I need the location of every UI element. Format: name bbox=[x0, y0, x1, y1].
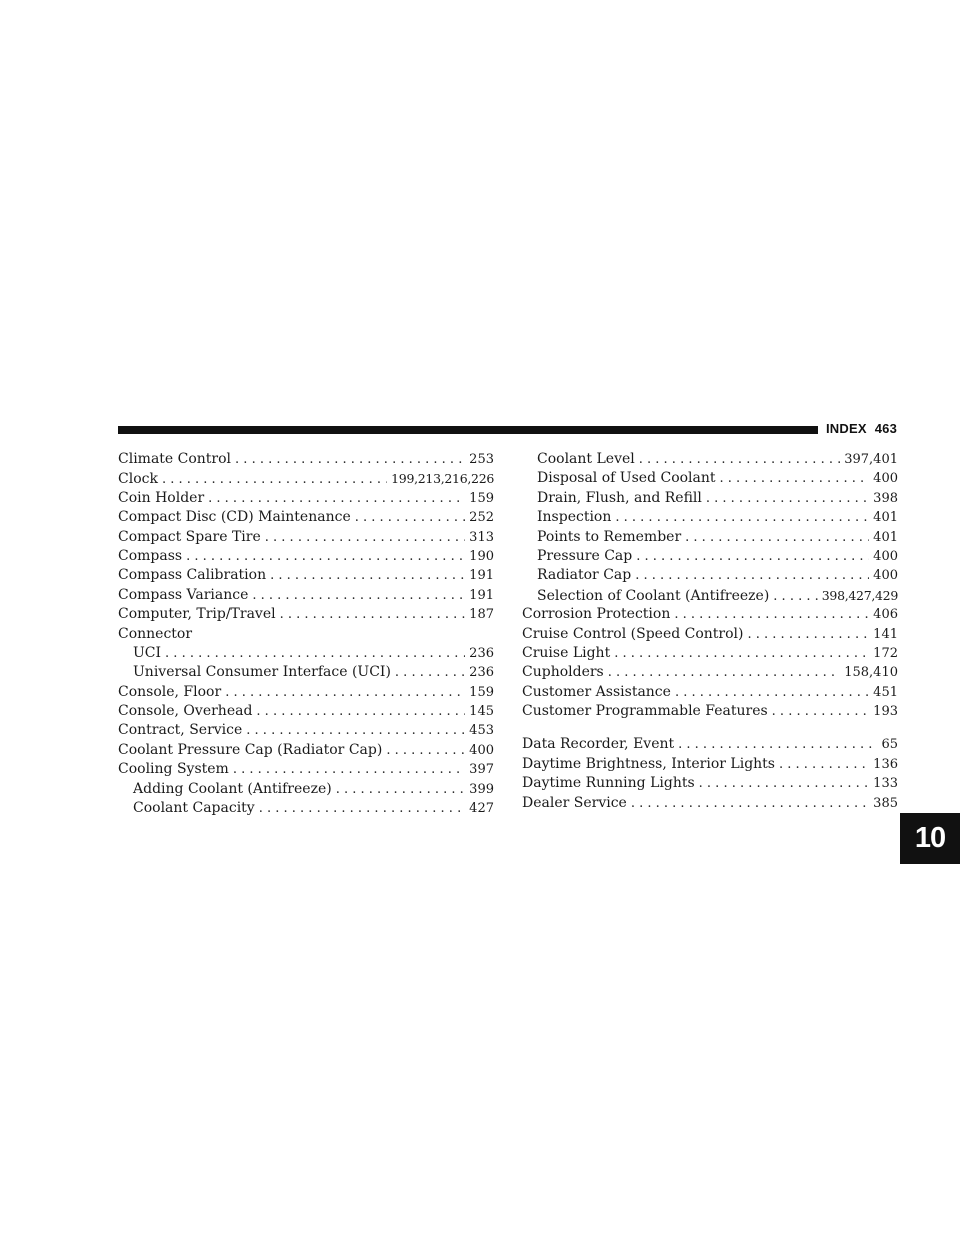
index-entry bbox=[522, 625, 898, 644]
dot-leader bbox=[615, 508, 869, 527]
index-column-left bbox=[118, 450, 494, 818]
entry-page-ref: 397 bbox=[469, 762, 494, 778]
dot-leader bbox=[706, 489, 869, 508]
dot-leader bbox=[748, 625, 870, 644]
entry-label: Disposal of Used Coolant bbox=[537, 470, 716, 487]
index-entry bbox=[118, 683, 494, 702]
dot-leader bbox=[386, 741, 465, 760]
entry-label: Daytime Brightness, Interior Lights bbox=[522, 755, 775, 772]
entry-page-ref: 398,427,429 bbox=[821, 587, 898, 603]
index-entry bbox=[118, 605, 494, 624]
entry-page-ref: 141 bbox=[873, 626, 898, 642]
dot-leader bbox=[270, 566, 465, 585]
entry-label: Compact Spare Tire bbox=[118, 528, 261, 545]
index-subentry bbox=[522, 450, 898, 469]
entry-page-ref: 187 bbox=[469, 607, 494, 623]
index-subentry bbox=[118, 799, 494, 818]
index-entry bbox=[118, 586, 494, 605]
index-entry bbox=[118, 450, 494, 469]
entry-page-ref: 158,410 bbox=[844, 665, 898, 681]
dot-leader bbox=[208, 489, 465, 508]
index-subentry bbox=[522, 586, 898, 605]
entry-label: Drain, Flush, and Refill bbox=[537, 489, 702, 506]
index-subentry bbox=[522, 528, 898, 547]
entry-label: Data Recorder, Event bbox=[522, 736, 675, 753]
entry-page-ref: 400 bbox=[873, 471, 898, 487]
dot-leader bbox=[614, 644, 869, 663]
entry-label: Adding Coolant (Antifreeze) bbox=[133, 780, 332, 797]
entry-page-ref: 252 bbox=[469, 510, 494, 526]
dot-leader bbox=[186, 547, 465, 566]
entry-page-ref: 399 bbox=[469, 781, 494, 797]
dot-leader bbox=[675, 683, 869, 702]
dot-leader bbox=[678, 735, 877, 754]
dot-leader bbox=[246, 721, 465, 740]
dot-leader bbox=[635, 566, 869, 585]
entry-label: Corrosion Protection bbox=[522, 606, 671, 623]
entry-label: Radiator Cap bbox=[537, 567, 632, 584]
entry-page-ref: 191 bbox=[469, 587, 494, 603]
entry-label: Coolant Capacity bbox=[133, 800, 255, 817]
index-entry bbox=[522, 605, 898, 624]
index-subentry bbox=[522, 566, 898, 585]
dot-leader bbox=[165, 644, 465, 663]
entry-label: Inspection bbox=[537, 509, 612, 526]
entry-page-ref: 400 bbox=[469, 742, 494, 758]
entry-page-ref: 136 bbox=[873, 756, 898, 772]
entry-page-ref: 406 bbox=[873, 607, 898, 623]
entry-label: Console, Overhead bbox=[118, 703, 253, 720]
entry-label: Cruise Control (Speed Control) bbox=[522, 625, 744, 642]
entry-page-ref: 400 bbox=[873, 548, 898, 564]
dot-leader bbox=[259, 799, 465, 818]
index-entry bbox=[118, 760, 494, 779]
dot-leader bbox=[699, 774, 870, 793]
dot-leader bbox=[608, 663, 840, 682]
entry-page-ref: 401 bbox=[873, 510, 898, 526]
entry-label: Customer Programmable Features bbox=[522, 703, 768, 720]
index-entry bbox=[118, 547, 494, 566]
entry-page-ref: 427 bbox=[469, 801, 494, 817]
entry-label: Coolant Pressure Cap (Radiator Cap) bbox=[118, 741, 383, 758]
entry-page-ref: 253 bbox=[469, 452, 494, 467]
entry-label: Computer, Trip/Travel bbox=[118, 606, 276, 623]
entry-label: Pressure Cap bbox=[537, 547, 633, 564]
page-number: 463 bbox=[874, 421, 898, 436]
entry-label: Universal Consumer Interface (UCI) bbox=[133, 664, 391, 681]
entry-label: Contract, Service bbox=[118, 722, 243, 739]
entry-page-ref: 453 bbox=[469, 723, 494, 739]
entry-page-ref: 191 bbox=[469, 568, 494, 584]
dot-leader bbox=[631, 794, 869, 813]
index-entry bbox=[118, 702, 494, 721]
dot-leader bbox=[265, 528, 465, 547]
entry-label: Compass Variance bbox=[118, 586, 249, 603]
entry-page-ref: 401 bbox=[873, 529, 898, 545]
dot-leader bbox=[685, 528, 869, 547]
index-entry bbox=[118, 566, 494, 585]
dot-leader bbox=[779, 755, 869, 774]
index-entry bbox=[118, 469, 494, 488]
entry-label: Connector bbox=[118, 625, 193, 642]
entry-page-ref: 385 bbox=[873, 795, 898, 811]
dot-leader bbox=[280, 605, 466, 624]
entry-page-ref: 190 bbox=[469, 548, 494, 564]
chapter-tab: 10 bbox=[900, 813, 960, 864]
entry-label: Clock bbox=[118, 471, 158, 488]
entry-page-ref: 313 bbox=[469, 529, 494, 545]
index-entry bbox=[522, 755, 898, 774]
entry-page-ref: 172 bbox=[873, 645, 898, 661]
entry-label: UCI bbox=[133, 644, 162, 661]
entry-label: Dealer Service bbox=[522, 794, 627, 811]
dot-leader bbox=[355, 508, 465, 527]
index-subentry bbox=[522, 469, 898, 488]
dot-leader bbox=[162, 470, 387, 489]
dot-leader bbox=[773, 587, 817, 606]
entry-label: Cupholders bbox=[522, 664, 604, 681]
index-entry bbox=[118, 528, 494, 547]
entry-page-ref: 451 bbox=[873, 684, 898, 700]
entry-label: Coolant Level bbox=[537, 451, 635, 467]
header-rule bbox=[118, 426, 818, 434]
entry-page-ref: 65 bbox=[881, 737, 898, 753]
index-entry bbox=[522, 774, 898, 793]
index-subentry bbox=[522, 508, 898, 527]
entry-page-ref: 397,401 bbox=[844, 452, 898, 467]
entry-label: Cruise Light bbox=[522, 644, 611, 661]
dot-leader bbox=[235, 450, 465, 469]
index-entry bbox=[522, 663, 898, 682]
entry-label: Coin Holder bbox=[118, 489, 205, 506]
entry-page-ref: 400 bbox=[873, 568, 898, 584]
entry-label: Compass Calibration bbox=[118, 567, 267, 584]
index-entry bbox=[522, 794, 898, 813]
dot-leader bbox=[225, 683, 465, 702]
dot-leader bbox=[336, 780, 465, 799]
index-entry bbox=[522, 702, 898, 721]
index-subentry bbox=[118, 780, 494, 799]
index-subentry bbox=[118, 663, 494, 682]
index-column-right bbox=[522, 450, 898, 813]
entry-page-ref: 398 bbox=[873, 490, 898, 506]
dot-leader bbox=[252, 586, 465, 605]
dot-leader bbox=[636, 547, 869, 566]
index-entry bbox=[118, 741, 494, 760]
entry-page-ref: 159 bbox=[469, 684, 494, 700]
index-entry bbox=[522, 644, 898, 663]
running-header bbox=[826, 421, 897, 436]
dot-leader bbox=[720, 469, 870, 488]
index-entry bbox=[118, 625, 494, 644]
index-subentry bbox=[522, 547, 898, 566]
index-entry bbox=[522, 683, 898, 702]
entry-label: Selection of Coolant (Antifreeze) bbox=[537, 587, 770, 604]
dot-leader bbox=[256, 702, 465, 721]
index-subentry bbox=[522, 489, 898, 508]
entry-page-ref: 236 bbox=[469, 645, 494, 661]
entry-label: Cooling System bbox=[118, 761, 229, 778]
dot-leader bbox=[395, 663, 465, 682]
dot-leader bbox=[772, 702, 870, 721]
entry-page-ref: 199,213,216,226 bbox=[391, 471, 494, 487]
dot-leader bbox=[233, 760, 465, 779]
index-entry bbox=[118, 489, 494, 508]
index-entry bbox=[522, 735, 898, 754]
entry-label: Console, Floor bbox=[118, 683, 222, 700]
entry-page-ref: 145 bbox=[469, 704, 494, 720]
entry-label: Customer Assistance bbox=[522, 683, 671, 700]
entry-page-ref: 193 bbox=[873, 704, 898, 720]
entry-label: Daytime Running Lights bbox=[522, 775, 695, 792]
entry-page-ref: 159 bbox=[469, 490, 494, 506]
entry-label: Climate Control bbox=[118, 451, 232, 467]
index-subentry bbox=[118, 644, 494, 663]
dot-leader bbox=[674, 605, 869, 624]
entry-page-ref: 133 bbox=[873, 776, 898, 792]
index-entry bbox=[118, 721, 494, 740]
entry-label: Points to Remember bbox=[537, 528, 682, 545]
index-entry bbox=[118, 508, 494, 527]
dot-leader bbox=[639, 450, 840, 469]
entry-page-ref: 236 bbox=[469, 665, 494, 681]
section-title: INDEX bbox=[826, 421, 867, 436]
entry-label: Compass bbox=[118, 547, 183, 564]
entry-label: Compact Disc (CD) Maintenance bbox=[118, 509, 351, 526]
